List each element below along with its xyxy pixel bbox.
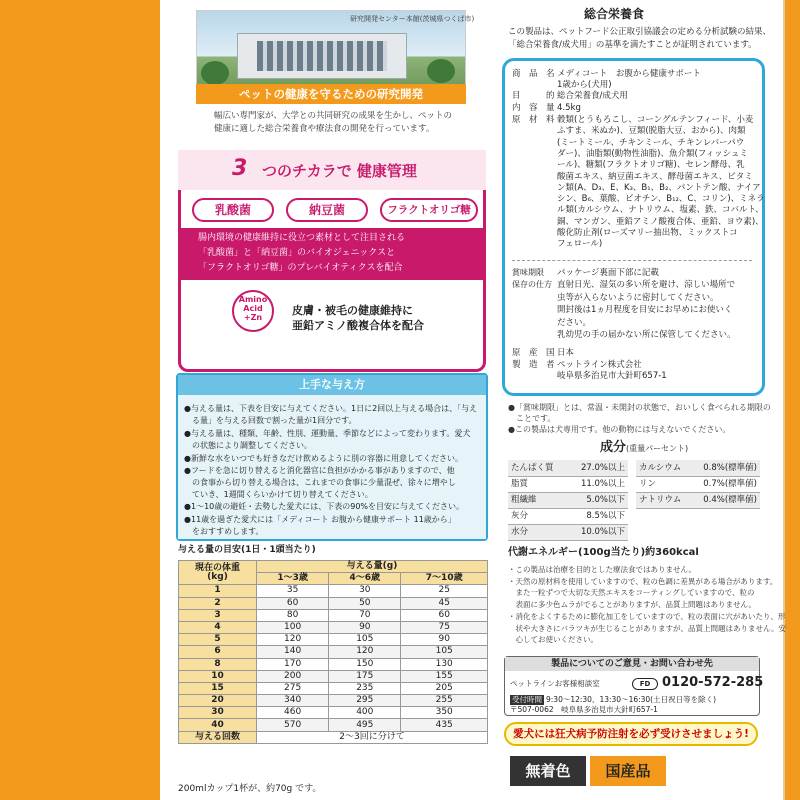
amount-cell: 570	[257, 719, 329, 731]
power-line: 「フラクトオリゴ糖」のプレバイオティクスを配合	[198, 263, 403, 273]
weight-cell: 40	[179, 719, 257, 731]
amount-cell: 130	[401, 658, 488, 670]
feeding-line: をおすすめします。	[184, 527, 264, 536]
amino-acid-zn-badge	[232, 290, 274, 332]
amount-table-body	[179, 585, 488, 731]
nutrition-row	[636, 492, 760, 508]
right-orange-edge	[785, 0, 800, 800]
contact-hours: 9:30～12:30、13:30～16:30(土日祝日等を除く)	[546, 695, 717, 704]
caution-line: 心してお使いください。	[508, 635, 598, 645]
nutrient-name: 水分	[508, 524, 567, 540]
spec-value: 日本	[557, 348, 575, 358]
spec-label: 原 産 国	[512, 348, 555, 358]
nutrition-row	[508, 524, 628, 540]
spec-value: 総合栄養食/成犬用	[557, 91, 628, 101]
spec-value: 岐阜県多治見市大針町657-1	[557, 371, 667, 381]
caution-line: 表面に多少色ムラがでることがありますが、品質上問題はありません。	[508, 600, 756, 610]
free-dial-icon: FD	[632, 678, 658, 690]
weight-cell: 2	[179, 597, 257, 609]
spec-label: 内 容 量	[512, 103, 555, 113]
storage-line: ださい。	[557, 317, 592, 328]
amount-cell: 400	[329, 707, 401, 719]
weight-cell: 4	[179, 621, 257, 633]
spec-value: 4.5kg	[557, 103, 581, 113]
spec-intro-line: この製品は、ペットフード公正取引協議会の定める分析試験の結果、	[508, 27, 771, 37]
amino-text-line: 皮膚・被毛の健康維持に	[292, 304, 413, 317]
amino-text-line: 亜鉛アミノ酸複合体を配合	[292, 319, 424, 332]
nutrient-name: 粗繊維	[508, 492, 567, 508]
amount-row	[179, 634, 488, 646]
ingredient-line: ル類(カルシウム、ナトリウム、塩素、鉄、コバルト、	[557, 205, 764, 216]
nutrient-value: 0.7%(標準値)	[692, 476, 761, 492]
age-header: 4～6歳	[329, 573, 401, 585]
weight-cell: 6	[179, 646, 257, 658]
storage-line: 直射日光、湿気の多い所を避け、涼しい場所で	[557, 280, 736, 290]
caution-line: また一粒ずつで大切な天然エキスをコーティングしていますので、粒の	[508, 588, 755, 598]
amount-cell: 60	[401, 609, 488, 621]
nutrient-value: 27.0%以上	[567, 460, 628, 476]
spec-value: 1歳から(犬用)	[557, 80, 612, 90]
lactic-acid-pill: 乳酸菌	[192, 198, 274, 222]
amount-cell: 175	[329, 670, 401, 682]
nutrition-table-right	[636, 460, 760, 509]
cup-note: 200mlカップ1杯が、約70g です。	[178, 784, 322, 794]
feeding-line: ていき、1週間くらいかけて切り替えてください。	[184, 490, 373, 499]
oligo-pill: フラクトオリゴ糖	[380, 198, 478, 222]
research-text-line: 健康に適した総合栄養食や療法食の開発を行っています。	[214, 124, 435, 134]
amount-cell: 235	[329, 682, 401, 694]
amount-cell: 105	[329, 634, 401, 646]
energy-value: 代謝エネルギー(100g当たり)約360kcal	[508, 547, 699, 558]
amount-row	[179, 719, 488, 731]
weight-header-label: 現在の体重	[194, 562, 240, 573]
amount-cell: 25	[401, 585, 488, 597]
nutrient-name: ナトリウム	[636, 492, 692, 508]
nutrition-heading-unit: (重量パーセント)	[626, 444, 689, 453]
amino-badge-line: +Zn	[243, 312, 263, 322]
ingredient-line: ン類(A、D₃、E、K₃、B₁、B₂、パントテン酸、ナイア	[557, 182, 761, 193]
amount-cell: 35	[257, 585, 329, 597]
nutrient-value: 8.5%以下	[567, 508, 628, 524]
weight-header	[179, 561, 257, 585]
amount-row	[179, 621, 488, 633]
amount-row	[179, 646, 488, 658]
amount-cell: 205	[401, 682, 488, 694]
amount-row	[179, 658, 488, 670]
caution-line: 状や大きさにバラツキが生じることがありますが、品質上問題はありません。安	[508, 623, 786, 633]
hours-label: 受付時間	[512, 695, 542, 704]
amount-cell: 90	[329, 621, 401, 633]
amount-cell: 75	[401, 621, 488, 633]
rabies-warning: 愛犬には狂犬病予防注射を必ず受けさせましょう!	[504, 722, 758, 746]
ingredient-line: ダー)、油脂類(動物性油脂)、魚介類(フィッシュミ	[557, 148, 748, 159]
amount-cell: 350	[401, 707, 488, 719]
feeding-line: ●11歳を過ぎた愛犬には「メディコート お腹から健康サポート 11歳から」	[184, 515, 456, 524]
nutrition-table-left	[508, 460, 628, 541]
times-value: 2～3回に分けて	[257, 731, 488, 743]
domestic-badge: 国産品	[590, 756, 666, 786]
weight-cell: 10	[179, 670, 257, 682]
weight-cell: 30	[179, 707, 257, 719]
amount-cell: 120	[329, 646, 401, 658]
spec-value: ペットライン株式会社	[557, 360, 642, 370]
nutrient-value: 11.0%以上	[567, 476, 628, 492]
amount-cell: 170	[257, 658, 329, 670]
amount-cell: 60	[257, 597, 329, 609]
amount-row	[179, 682, 488, 694]
spec-value: メディコート お腹から健康サポート	[557, 69, 701, 79]
nutrient-name: 灰分	[508, 508, 567, 524]
spec-value: パッケージ裏面下部に記載	[557, 268, 659, 278]
spec-label: 保存の仕方	[512, 280, 552, 289]
feeding-guide-title: 上手な与え方	[178, 375, 486, 395]
ingredient-line: 酸菌エキス、納豆菌エキス、酵母菌エキス、ビタミ	[557, 171, 753, 182]
spec-after-note: ●この製品は犬専用です。他の動物には与えないでください。	[508, 425, 731, 434]
nutrient-name: リン	[636, 476, 692, 492]
nutrient-value: 10.0%以下	[567, 524, 628, 540]
spec-after-note: ことです。	[508, 414, 556, 423]
ingredient-line: シン、B₆、葉酸、ビオチン、B₁₂、C、コリン)、ミネラ	[557, 194, 765, 205]
amount-cell: 255	[401, 695, 488, 707]
building-windows	[257, 41, 387, 71]
ingredient-line: 穀類(とうもろこし、コーングルテンフィード、小麦	[557, 115, 754, 125]
weight-cell: 20	[179, 695, 257, 707]
nutrition-heading-text: 成分	[600, 440, 627, 455]
caution-line: ・天然の原材料を使用していますので、粒の色調に差異がある場合があります。	[508, 576, 778, 586]
amount-cell: 200	[257, 670, 329, 682]
amount-row	[179, 585, 488, 597]
feeding-line: る量」を与える回数で割った量が1回分です。	[184, 416, 357, 425]
amount-cell: 150	[329, 658, 401, 670]
feeding-line: ●与える量は、種類、年齢、性別、運動量、季節などによって変わります。愛犬	[184, 429, 471, 438]
spec-after-note: ●「賞味期限」とは、常温・未開封の状態で、おいしく食べられる期限の	[508, 403, 771, 412]
age-header: 1～3歳	[257, 573, 329, 585]
nutrition-heading	[600, 441, 688, 454]
amount-cell: 295	[329, 695, 401, 707]
amount-row	[179, 695, 488, 707]
storage-line: 虫等が入らないように密封してください。	[557, 292, 719, 303]
ingredient-line: ール)、糖類(フラクトオリゴ糖)、セレン酵母、乳	[557, 160, 745, 171]
amount-table-title: 与える量の目安(1日・1頭当たり)	[178, 545, 316, 555]
nutrition-row	[508, 476, 628, 492]
tree-shape	[201, 61, 229, 85]
amount-cell: 120	[257, 634, 329, 646]
research-text-line: 幅広い専門家が、大学との共同研究の成果を生かし、ペットの	[214, 111, 453, 121]
amount-cell: 90	[401, 634, 488, 646]
caution-line: ・消化をよくするために膨化加工をしていますので、粒の表面に穴があいたり、形	[508, 611, 786, 621]
spec-label: 目 的	[512, 91, 555, 101]
spec-separator	[512, 260, 752, 261]
left-orange-band	[0, 0, 160, 800]
amount-cell: 105	[401, 646, 488, 658]
nutrient-name: 脂質	[508, 476, 567, 492]
weight-cell: 8	[179, 658, 257, 670]
feeding-line: の状態により調整してください。	[184, 441, 312, 450]
amount-cell: 340	[257, 695, 329, 707]
ingredient-line: ふすま、米ぬか)、豆類(脱脂大豆、おから)、肉類	[557, 126, 746, 137]
nutrition-row	[636, 460, 760, 476]
storage-line: 開封後は1ヵ月程度を目安にお早めにお使いく	[557, 305, 733, 315]
times-label: 与える回数	[179, 731, 257, 743]
amount-row	[179, 597, 488, 609]
no-coloring-badge: 無着色	[510, 756, 586, 786]
feeding-line: ●与える量は、下表を目安に与えてください。1日に2回以上与える場合は、「与え	[184, 404, 478, 413]
amount-header: 与える量(g)	[257, 561, 488, 573]
amount-row	[179, 670, 488, 682]
contact-desk: ペットラインお客様相談室	[510, 679, 600, 688]
ingredient-line: (ミートミール、チキンミール、チキンレバーパウ	[557, 137, 745, 148]
nutrient-value: 0.4%(標準値)	[692, 492, 761, 508]
tree-shape	[427, 59, 455, 83]
spec-intro-line: 「総合栄養食/成犬用」の基準を満たすことが証明されています。	[508, 40, 757, 50]
weight-cell: 3	[179, 609, 257, 621]
feeding-line: の食事から切り替える場合は、これまでの食事に少量混ぜ、徐々に増やし	[184, 478, 456, 487]
spec-label: 製 造 者	[512, 360, 555, 370]
nutrition-row	[508, 508, 628, 524]
amount-table	[178, 560, 488, 744]
contact-address: 〒507-0062 岐阜県多治見市大針町657-1	[510, 705, 658, 714]
spec-label: 原 材 料	[512, 115, 555, 125]
amount-cell: 495	[329, 719, 401, 731]
feeding-line: ●新鮮な水をいつでも好きなだけ飲めるように別の容器に用意してください。	[184, 454, 463, 463]
contact-heading: 製品についてのご意見・お問い合わせ先	[505, 657, 759, 671]
nutrition-row	[508, 460, 628, 476]
spec-label: 商 品 名	[512, 69, 555, 79]
amount-row	[179, 707, 488, 719]
amount-cell: 460	[257, 707, 329, 719]
age-header: 7～10歳	[401, 573, 488, 585]
feeding-line: ●1～10歳の避妊・去勢した愛犬には、下表の90%を目安に与えてください。	[184, 502, 465, 511]
weight-header-unit: (kg)	[207, 571, 228, 582]
amount-cell: 140	[257, 646, 329, 658]
amount-cell: 30	[329, 585, 401, 597]
spec-label: 賞味期限	[512, 268, 544, 277]
ingredient-line: 銅、マンガン、亜鉛アミノ酸複合体、亜鉛、ヨウ素)、	[557, 216, 764, 227]
power-line: 腸内環境の健康維持に役立つ素材として注目される	[198, 233, 406, 243]
three-powers-number: 3	[232, 156, 248, 181]
amount-row	[179, 609, 488, 621]
nutrition-row	[636, 476, 760, 492]
research-banner: ペットの健康を守るための研究開発	[196, 84, 466, 104]
ingredient-line: フェロール)	[557, 239, 603, 250]
nutrient-value: 0.8%(標準値)	[692, 460, 761, 476]
contact-phone[interactable]: 0120-572-285	[662, 675, 764, 690]
amount-cell: 80	[257, 609, 329, 621]
caution-line: ・この製品は治療を目的とした療法食ではありません。	[508, 565, 696, 574]
weight-cell: 5	[179, 634, 257, 646]
nutrient-name: カルシウム	[636, 460, 692, 476]
amount-cell: 45	[401, 597, 488, 609]
storage-line: 乳幼児の手の届かない所に保管してください。	[557, 330, 736, 340]
amount-cell: 275	[257, 682, 329, 694]
feeding-line: ●フードを急に切り替えると消化器官に負担がかかる事がありますので、他	[184, 466, 455, 475]
nutrient-name: たんぱく質	[508, 460, 567, 476]
amount-cell: 100	[257, 621, 329, 633]
power-line: 「乳酸菌」と「納豆菌」のバイオジェニックスと	[198, 248, 396, 258]
nutrient-value: 5.0%以下	[567, 492, 628, 508]
three-powers-heading: つのチカラで 健康管理	[262, 162, 417, 180]
ingredient-line: 酸化防止剤(ローズマリー抽出物、ミックストコ	[557, 228, 738, 238]
amount-cell: 70	[329, 609, 401, 621]
weight-cell: 1	[179, 585, 257, 597]
amino-badge-line: Amino	[238, 295, 268, 304]
weight-cell: 15	[179, 682, 257, 694]
nutrition-row	[508, 492, 628, 508]
photo-caption: 研究開発センター本館(茨城県つくば市)	[350, 15, 475, 23]
natto-pill: 納豆菌	[286, 198, 368, 222]
amount-cell: 155	[401, 670, 488, 682]
amount-cell: 435	[401, 719, 488, 731]
amino-badge-line: Acid	[243, 303, 263, 313]
complete-nutrition-heading: 総合栄養食	[584, 7, 645, 21]
amount-cell: 50	[329, 597, 401, 609]
